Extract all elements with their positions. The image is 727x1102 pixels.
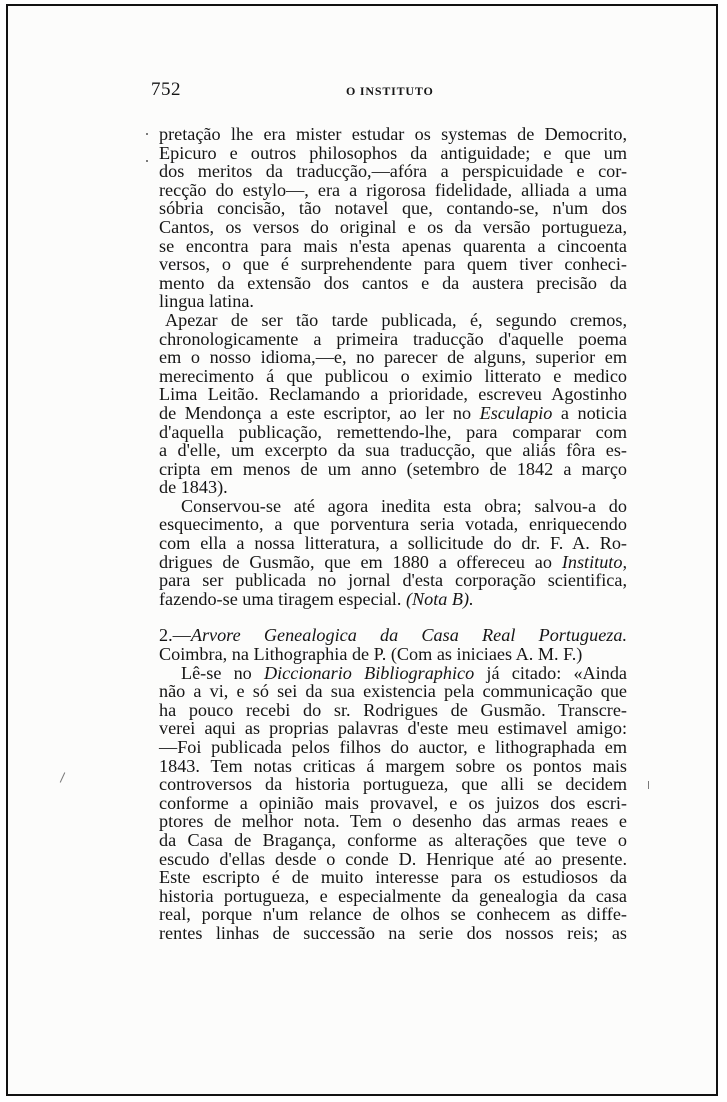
text-span: Lê-se no: [181, 662, 264, 683]
text-line: merecimento á que publicou o eximio litterato e medico: [159, 365, 627, 386]
text-line: d'aquella publicação, remettendo-lhe, para comparar com: [159, 421, 627, 442]
text-line: para ser publicada no jornal d'esta corporação scientifica,: [159, 570, 627, 591]
scan-speck: [146, 133, 148, 135]
text-line: em o nosso idioma,—e, no parecer de alguns, superior em: [159, 347, 627, 368]
italic-title: Diccionario Bibliographico: [263, 662, 475, 683]
text-line: [159, 404, 627, 423]
margin-mark: [648, 781, 649, 789]
text-line: [159, 590, 627, 609]
text-line: [159, 553, 627, 572]
text-line: —Foi publicada pelos filhos do auctor, e lithographada em: [159, 737, 627, 757]
text-line: cripta em menos de um anno (setembro de 1842 a março: [159, 458, 627, 479]
italic-title: Arvore Genealogica da Casa Real Portugueza.: [190, 625, 627, 646]
text-line: ha pouco recebi do sr. Rodrigues de Gusmão. Transcre-: [159, 699, 627, 720]
text-line: [159, 626, 627, 645]
text-line: não a vi, e só sei da sua existencia pela communicação que: [159, 681, 627, 702]
body-text: [159, 125, 627, 943]
paragraph-gap: [159, 608, 627, 626]
text-line: Lima Leitão. Reclamando a prioridade, escreveu Agostinho: [159, 384, 627, 405]
text-line: verei aqui as proprias palavras d'este meu estimavel amigo:: [159, 718, 627, 739]
text-line: Apezar de ser tão tarde publicada, é, segundo cremos,: [165, 309, 627, 330]
italic-note: (Nota B).: [405, 588, 474, 609]
text-line: Coimbra, na Lithographia de P. (Com as iniciaes A. M. F.): [159, 644, 583, 665]
text-line: se encontra para mais n'esta apenas quarenta a cincoenta: [159, 235, 627, 256]
text-line: 1843. Tem notas criticas á margem sobre os pontos mais: [159, 755, 627, 776]
text-line: real, porque n'um relance de olhos se conhecem as diffe-: [159, 904, 627, 925]
text-line: lingua latina.: [159, 291, 254, 312]
text-span: drigues de Gusmão, que em 1880 a offereceu ao: [159, 551, 562, 572]
text-line: historia portugueza, e especialmente da genealogia da casa: [159, 885, 627, 906]
text-line: sóbria concisão, tão notavel que, contando-se, n'um dos: [159, 198, 627, 219]
text-line: mento da extensão dos cantos e da austera precisão da: [159, 272, 627, 293]
text-line: Este escripto é de muito interesse para os estudiosos da: [159, 867, 627, 888]
text-span: a noticia: [552, 402, 627, 423]
text-line: ptores de melhor nota. Tem o desenho das armas reaes e: [159, 811, 627, 832]
text-line: recção do estylo—, era a rigorosa fidelidade, alliada a uma: [159, 179, 627, 200]
page-header: [151, 79, 631, 105]
italic-title: Instituto,: [561, 551, 627, 572]
text-line: [159, 664, 627, 683]
text-line: controversos da historia portugueza, que alli se decidem: [159, 774, 627, 795]
text-line: conforme a opinião mais provavel, e os juizos dos escri-: [159, 792, 627, 813]
scan-speck: [146, 160, 148, 162]
text-line: a d'elle, um excerpto da sua traducção, que aliás fôra es-: [159, 440, 627, 461]
text-line: pretação lhe era mister estudar os systemas de Democrito,: [159, 124, 627, 144]
text-line: Epicuro e outros philosophos da antiguidade; e que um: [159, 142, 627, 163]
text-span: já citado: «Ainda: [474, 662, 627, 683]
page-number: 752: [151, 79, 181, 100]
text-line: escudo d'ellas desde o conde D. Henrique até ao presente.: [159, 848, 627, 869]
italic-title: Esculapio: [479, 402, 553, 423]
text-line: chronologicamente a primeira traducção d'aquelle poema: [159, 328, 627, 349]
text-span: de Mendonça a este escriptor, ao ler no: [159, 402, 480, 423]
text-line: da Casa de Bragança, conforme as alterações que teve o: [159, 829, 627, 850]
running-head: O INSTITUTO: [346, 84, 434, 98]
text-line: dos meritos da traducção,—afóra a perspicuidade e cor-: [159, 161, 627, 182]
text-line: Cantos, os versos do original e os da versão portugueza,: [159, 216, 627, 237]
text-line: esquecimento, a que porventura seria votada, enriquecendo: [159, 514, 627, 535]
text-line: Conservou-se até agora inedita esta obra; salvou-a do: [181, 495, 627, 516]
text-line: rentes linhas de successão na serie dos nossos reis; as: [159, 922, 627, 943]
text-span: fazendo-se uma tiragem especial.: [159, 588, 406, 609]
text-line: versos, o que é surprehendente para quem tiver conheci-: [159, 254, 627, 275]
text-span: 2.—: [159, 625, 191, 646]
text-line: com ella a nossa litteratura, a sollicitude do dr. F. A. Ro-: [159, 533, 627, 554]
text-line: de 1843).: [159, 477, 228, 498]
